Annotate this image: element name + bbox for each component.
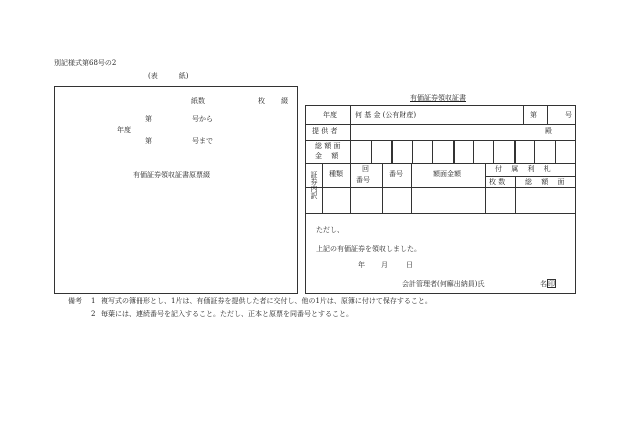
receipt-box bbox=[305, 105, 576, 294]
col-total: 総 額 面 bbox=[525, 178, 565, 186]
from-number-label: 第 bbox=[145, 115, 152, 123]
col-round-1: 回 bbox=[362, 165, 369, 173]
col-round-2: 番号 bbox=[356, 176, 370, 184]
note-however: ただし、 bbox=[316, 226, 344, 234]
provider-suffix: 殿 bbox=[545, 127, 552, 135]
receipt-number-suffix: 号 bbox=[565, 111, 572, 119]
col-number: 番号 bbox=[389, 170, 403, 178]
date-day: 日 bbox=[406, 261, 413, 269]
remark-1: 複写式の簿冊形とし、1片は、有価証券を提供した者に交付し、他の1片は、原簿に付けて保存すること。 bbox=[101, 297, 432, 305]
date-year: 年 bbox=[358, 261, 365, 269]
receipt-year-label: 年度 bbox=[323, 111, 337, 119]
unit-suffix: 綴 bbox=[281, 97, 288, 105]
name-label: 名 bbox=[540, 280, 547, 288]
signer: 会計管理者(何廨出納員)氏 bbox=[402, 280, 485, 288]
col-type: 種類 bbox=[329, 170, 343, 178]
seal-icon: 印 bbox=[548, 280, 555, 288]
year-label: 年度 bbox=[117, 126, 131, 134]
date-month: 月 bbox=[381, 261, 388, 269]
col-face: 額面金額 bbox=[433, 170, 461, 178]
provider-label: 提 供 者 bbox=[312, 127, 338, 135]
remark-2: 毎葉には、連続番号を記入すること。ただし、正本と原票を同番号とすること。 bbox=[101, 310, 353, 318]
to-number-label: 第 bbox=[145, 137, 152, 145]
form-number: 別記様式第68号の2 bbox=[54, 59, 117, 67]
remarks-label: 備考 bbox=[68, 297, 82, 305]
fund-name: 何 基 金 (公有財産) bbox=[355, 111, 417, 119]
count-unit: 枚 bbox=[258, 97, 265, 105]
face-total-label-1: 総 額 面 bbox=[315, 142, 341, 150]
count-label: 紙数 bbox=[191, 97, 205, 105]
cover-side-label: (表 紙) bbox=[148, 72, 189, 80]
receipt-statement: 上記の有価証券を領収しました。 bbox=[316, 245, 421, 253]
from-label: 号から bbox=[192, 115, 213, 123]
to-label: 号まで bbox=[192, 137, 213, 145]
receipt-number-label: 第 bbox=[530, 111, 537, 119]
bundle-title: 有価証券領収証書原票綴 bbox=[133, 171, 210, 179]
receipt-title: 有価証券領収証書 bbox=[410, 94, 466, 102]
detail-label: 証券内訳 bbox=[310, 171, 318, 199]
col-coupon: 付 属 利 札 bbox=[495, 165, 551, 173]
remark-1-number: 1 bbox=[91, 297, 96, 305]
remark-2-number: 2 bbox=[91, 310, 96, 318]
cover-box bbox=[54, 86, 298, 294]
col-count: 枚 数 bbox=[489, 178, 506, 186]
face-total-label-2: 金 額 bbox=[315, 152, 339, 160]
